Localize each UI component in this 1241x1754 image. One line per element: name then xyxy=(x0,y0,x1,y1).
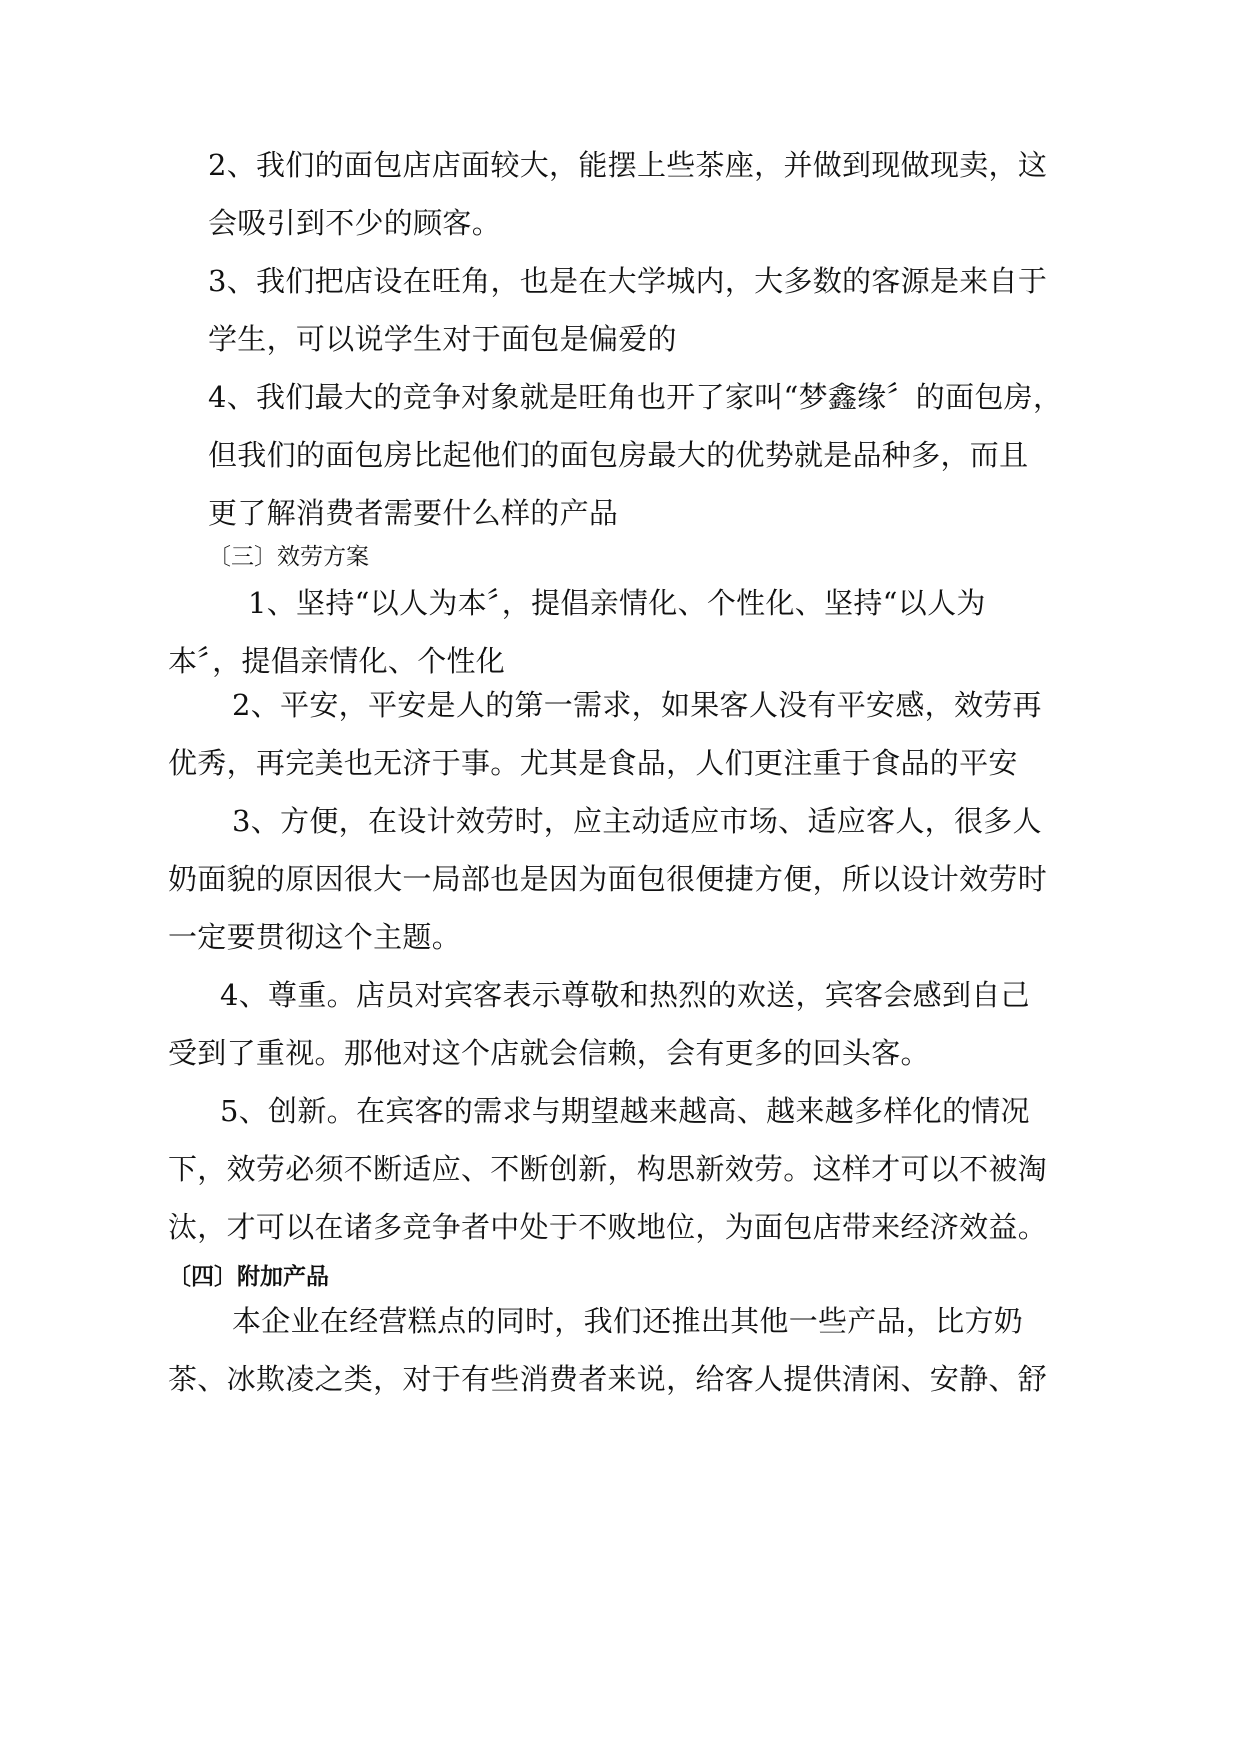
paragraph-line: 茶、冰欺凌之类，对于有些消费者来说，给客人提供清闲、安静、舒 xyxy=(168,1362,1048,1396)
paragraph-line: 4、我们最大的竞争对象就是旺角也开了家叫“梦鑫缘〞的面包房， xyxy=(208,380,1063,414)
paragraph-line: 受到了重视。那他对这个店就会信赖，会有更多的回头客。 xyxy=(168,1036,930,1070)
paragraph-line: 但我们的面包房比起他们的面包房最大的优势就是品种多，而且 xyxy=(208,438,1029,472)
paragraph-line: 5、创新。在宾客的需求与期望越来越高、越来越多样化的情况 xyxy=(220,1094,1030,1128)
section-heading: 〔四〕附加产品 xyxy=(168,1264,329,1290)
paragraph-line: 2、我们的面包店店面较大，能摆上些茶座，并做到现做现卖，这 xyxy=(208,148,1048,182)
paragraph-line: 更了解消费者需要什么样的产品 xyxy=(208,496,619,530)
paragraph-line: 汰，才可以在诸多竞争者中处于不败地位，为面包店带来经济效益。 xyxy=(168,1210,1048,1244)
paragraph-line: 一定要贯彻这个主题。 xyxy=(168,920,462,954)
paragraph-line: 3、方便，在设计效劳时，应主动适应市场、适应客人，很多人 xyxy=(232,804,1042,838)
paragraph-line: 奶面貌的原因很大一局部也是因为面包很便捷方便，所以设计效劳时 xyxy=(168,862,1048,896)
paragraph-line: 4、尊重。店员对宾客表示尊敬和热烈的欢送，宾客会感到自己 xyxy=(220,978,1030,1012)
section-heading: 〔三〕效劳方案 xyxy=(208,544,369,570)
paragraph-line: 2、平安，平安是人的第一需求，如果客人没有平安感，效劳再 xyxy=(232,688,1042,722)
paragraph-line: 下，效劳必须不断适应、不断创新，构思新效劳。这样才可以不被淘 xyxy=(168,1152,1048,1186)
paragraph-line: 3、我们把店设在旺角，也是在大学城内，大多数的客源是来自于 xyxy=(208,264,1048,298)
paragraph-line: 优秀，再完美也无济于事。尤其是食品，人们更注重于食品的平安 xyxy=(168,746,1018,780)
paragraph-line: 本〞，提倡亲情化、个性化 xyxy=(168,644,506,678)
paragraph-line: 1、坚持“以人为本〞，提倡亲情化、个性化、坚持“以人为 xyxy=(248,586,986,620)
paragraph-line: 学生，可以说学生对于面包是偏爱的 xyxy=(208,322,677,356)
paragraph-line: 本企业在经营糕点的同时，我们还推出其他一些产品，比方奶 xyxy=(232,1304,1024,1338)
paragraph-line: 会吸引到不少的顾客。 xyxy=(208,206,502,240)
